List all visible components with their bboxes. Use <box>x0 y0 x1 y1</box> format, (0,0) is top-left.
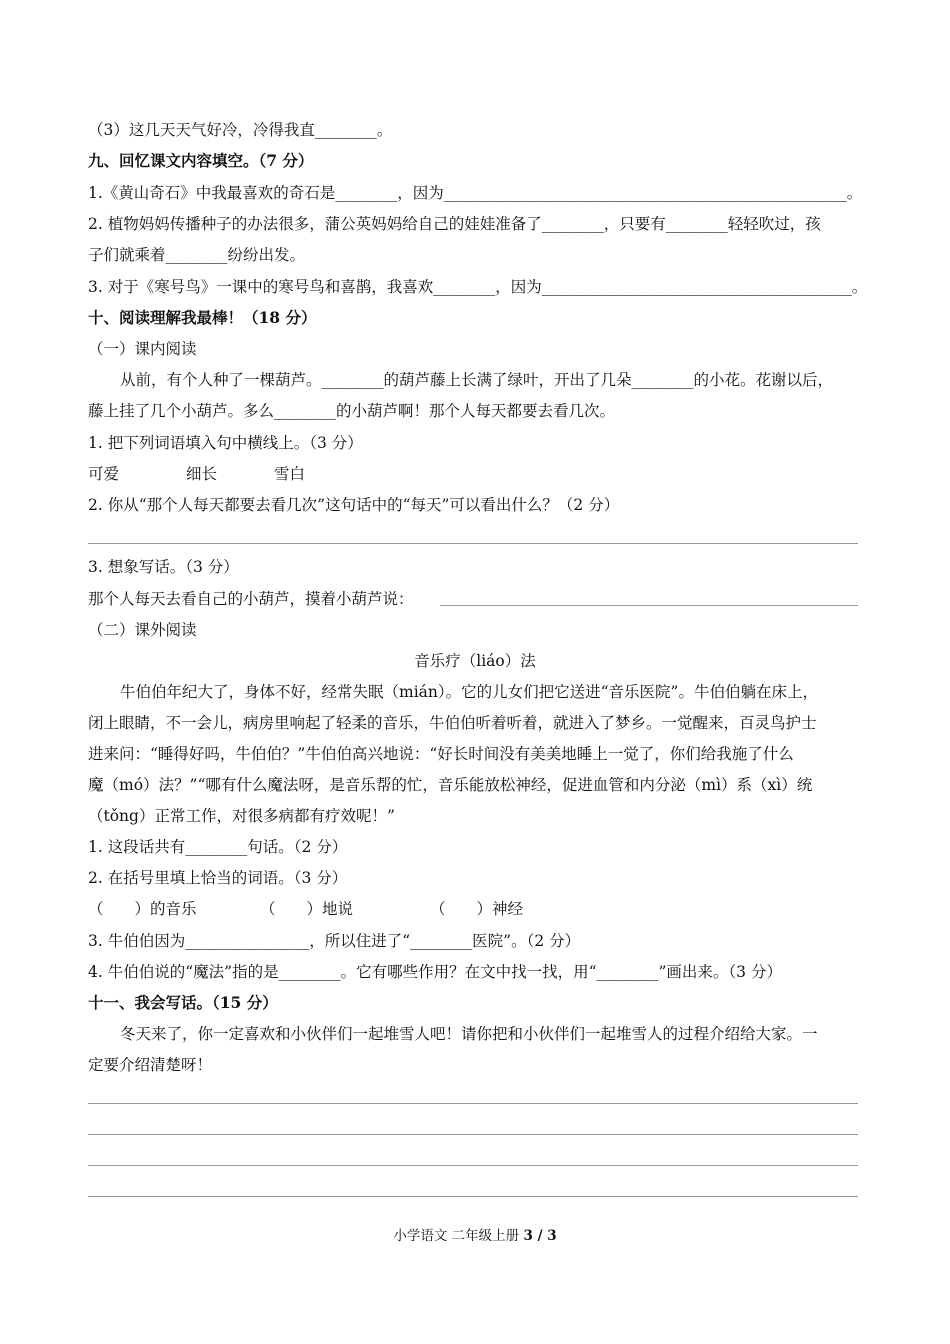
passage-2-line2: 闭上眼睛，不一会儿，病房里响起了轻柔的音乐，牛伯伯听着听着，就进入了梦乡。一觉醒来，百灵鸟护士 <box>88 714 817 732</box>
answer-line <box>88 543 858 544</box>
question-10-1: 1. 把下列词语填入句中横线上。（3 分） <box>88 434 363 452</box>
question-10-3: 3. 想象写话。（3 分） <box>88 558 239 576</box>
question-9-1: 1.《黄山奇石》中我最喜欢的奇石是________，因为____________________________________________________。 <box>88 184 863 202</box>
passage-2-title: 音乐疗（liáo）法 <box>414 652 536 670</box>
question-9-3: （3）这几天天气好冷，冷得我直________。 <box>88 121 393 139</box>
subsection-extra-reading: （二）课外阅读 <box>88 621 197 639</box>
writing-prompt-line2: 定要介绍清楚呀！ <box>88 1056 213 1074</box>
question-10b-1: 1. 这段话共有________句话。（2 分） <box>88 838 348 856</box>
section-11-heading: 十一、我会写话。（15 分） <box>88 993 278 1012</box>
writing-prompt-line1: 冬天来了，你一定喜欢和小伙伴们一起堆雪人吧！请你把和小伙伴们一起堆雪人的过程介绍给大家。一 <box>120 1025 818 1043</box>
writing-line <box>88 1196 858 1197</box>
question-10-3-prompt: 那个人每天去看自己的小葫芦，摸着小葫芦说： <box>88 590 414 608</box>
passage-2-line4: 魔（mó）法？”“哪有什么魔法呀，是音乐帮的忙，音乐能放松神经，促进血管和内分泌（mì）系（xì）统 <box>88 776 813 794</box>
passage-2-line1: 牛伯伯年纪大了，身体不好，经常失眠（mián）。它的儿女们把它送进“音乐医院”。牛伯伯躺在床上， <box>120 683 818 701</box>
question-10b-3: 3. 牛伯伯因为________________，所以住进了“________医院”。（2 分） <box>88 932 581 950</box>
question-9-2-line1: 2. 植物妈妈传播种子的办法很多，蒲公英妈妈给自己的娃娃准备了________，只要有________轻轻吹过，孩 <box>88 215 821 233</box>
question-10-2: 2. 你从“那个人每天都要去看几次”这句话中的“每天”可以看出什么？（2 分） <box>88 496 620 514</box>
word-bank <box>88 463 305 485</box>
passage-1-line1: 从前，有个人种了一棵葫芦。________的葫芦藤上长满了绿叶，开出了几朵________的小花。花谢以后， <box>120 371 834 389</box>
word-bank-item: 雪白 <box>274 465 306 483</box>
writing-line <box>88 1165 858 1166</box>
bracket-fill-item: （ ）的音乐 <box>88 900 197 918</box>
bracket-fill-item: （ ）地说 <box>260 900 354 918</box>
writing-line <box>88 1103 858 1104</box>
question-10b-4: 4. 牛伯伯说的“魔法”指的是________。它有哪些作用？在文中找一找，用“________”画出来。（3 分） <box>88 963 782 981</box>
section-9-heading: 九、回忆课文内容填空。（7 分） <box>88 151 314 170</box>
footer-subject: 小学语文 二年级上册 <box>393 1228 524 1244</box>
question-9-2-line2: 子们就乘着________纷纷出发。 <box>88 246 306 264</box>
page-number: 3 / 3 <box>523 1228 557 1244</box>
writing-line <box>88 1134 858 1135</box>
passage-2-line3: 进来问：“睡得好吗，牛伯伯？”牛伯伯高兴地说：“好长时间没有美美地睡上一觉了，你们给我施了什么 <box>88 745 794 763</box>
subsection-in-class-reading: （一）课内阅读 <box>88 340 197 358</box>
question-9-3b: 3. 对于《寒号鸟》一课中的寒号鸟和喜鹊，我喜欢________，因为________________________________________。 <box>88 278 868 296</box>
passage-1-line2: 藤上挂了几个小葫芦。多么________的小葫芦啊！那个人每天都要去看几次。 <box>88 402 616 420</box>
answer-line <box>440 605 858 606</box>
section-10-heading: 十、阅读理解我最棒！（18 分） <box>88 308 317 327</box>
word-bank-item: 细长 <box>186 465 218 483</box>
bracket-fill-item: （ ）神经 <box>430 900 524 918</box>
page-footer <box>0 1224 950 1244</box>
passage-2-line5: （tǒng）正常工作，对很多病都有疗效呢！” <box>88 807 395 825</box>
bracket-fill-items <box>88 898 523 920</box>
question-10b-2: 2. 在括号里填上恰当的词语。（3 分） <box>88 869 348 887</box>
word-bank-item: 可爱 <box>88 465 120 483</box>
